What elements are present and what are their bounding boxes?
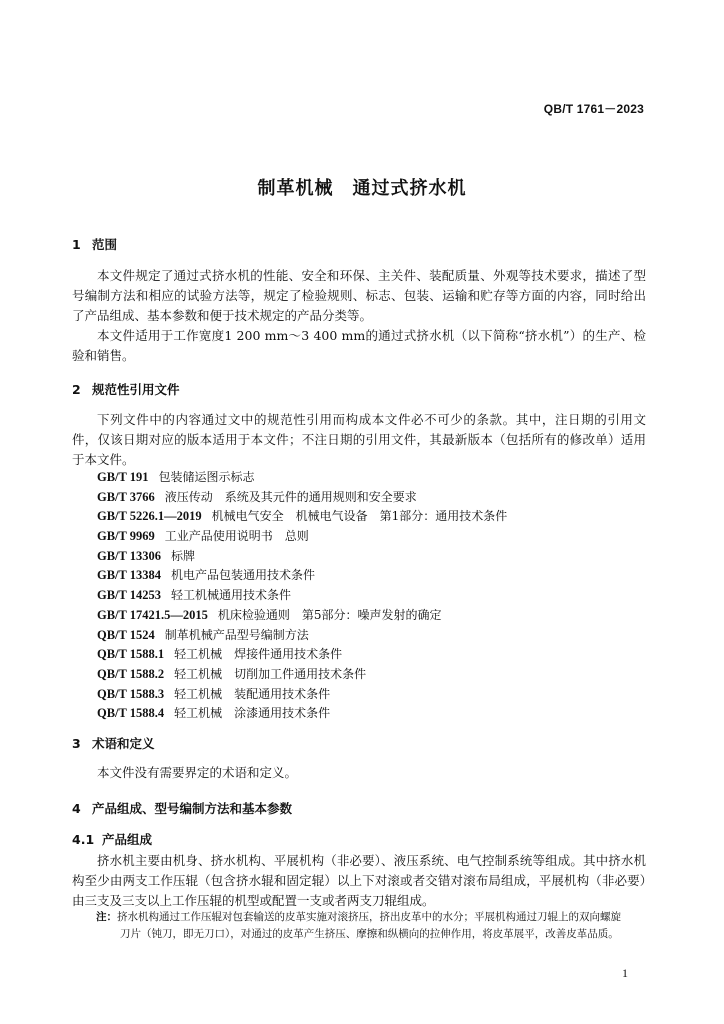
reference-title: 机械电气安全 机械电气设备 第1部分：通用技术条件 xyxy=(211,509,508,524)
reference-item xyxy=(97,468,617,488)
reference-code: QB/T 1588.2 xyxy=(97,666,165,681)
reference-title: 标牌 xyxy=(171,548,196,563)
reference-item xyxy=(97,586,617,606)
reference-item xyxy=(97,606,617,626)
reference-list xyxy=(97,468,617,724)
reference-code: GB/T 5226.1—2019 xyxy=(97,509,202,524)
reference-title: 工业产品使用说明书 总则 xyxy=(164,529,309,544)
reference-code: GB/T 14253 xyxy=(97,588,162,603)
reference-code: GB/T 13384 xyxy=(97,568,162,583)
reference-code: GB/T 17421.5—2015 xyxy=(97,607,208,622)
reference-title: 液压传动 系统及其元件的通用规则和安全要求 xyxy=(164,489,417,504)
section-3-heading xyxy=(72,734,155,752)
reference-code: GB/T 13306 xyxy=(97,548,162,563)
section-number: 2 xyxy=(72,382,81,397)
section-3-paragraph: 本文件没有需要界定的术语和定义。 xyxy=(97,765,298,780)
reference-code: GB/T 191 xyxy=(97,470,149,484)
reference-code: QB/T 1524 xyxy=(97,627,155,642)
reference-item xyxy=(97,665,617,685)
reference-code: QB/T 1588.1 xyxy=(97,647,165,662)
section-title: 产品组成 xyxy=(102,832,153,847)
note-label: 注： xyxy=(96,911,117,923)
reference-item xyxy=(97,645,617,665)
document-title: 制革机械 通过式挤水机 xyxy=(257,178,467,199)
reference-title: 机电产品包装通用技术条件 xyxy=(171,568,316,583)
reference-item xyxy=(97,527,617,547)
reference-item xyxy=(97,704,617,724)
reference-item xyxy=(97,566,617,586)
section-number: 4 xyxy=(72,801,81,816)
section-4-1-heading xyxy=(72,830,152,848)
reference-item xyxy=(97,507,617,527)
note-text-1: 挤水机构通过工作压辊对包套输送的皮革实施对滚挤压，挤出皮革中的水分；平展机构通过刀辊上的双向螺旋 xyxy=(117,911,621,923)
note xyxy=(96,909,646,943)
section-1-paragraph-1: 本文件规定了通过式挤水机的性能、安全和环保、主关件、装配质量、外观等技术要求，描述了型号编制方法和相应的试验方法等，规定了检验规则、标志、包装、运输和贮存等方面的内容，同时给出了产品组成、基本参数和便于技术规定的产品分类等。 xyxy=(72,268,646,323)
reference-title: 轻工机械 切削加工件通用技术条件 xyxy=(174,666,367,681)
reference-item xyxy=(97,685,617,705)
reference-title: 轻工机械通用技术条件 xyxy=(171,588,292,603)
reference-code: GB/T 3766 xyxy=(97,489,155,504)
reference-code: QB/T 1588.4 xyxy=(97,706,165,721)
reference-item xyxy=(97,547,617,567)
reference-title: 包装储运图示标志 xyxy=(158,470,255,484)
section-4-heading xyxy=(72,799,292,817)
section-1-paragraph-2: 本文件适用于工作宽度1 200 mm～3 400 mm的通过式挤水机（以下简称“挤水机”）的生产、检验和销售。 xyxy=(72,328,646,363)
reference-item xyxy=(97,626,617,646)
section-4-1-paragraph: 挤水机主要由机身、挤水机构、平展机构（非必要）、液压系统、电气控制系统等组成。其中挤水机构至少由两支工作压辊（包含挤水辊和固定辊）以上下对滚或者交错对滚布局组成，平展机构（非必要）由三支及三支以上工作压辊的机型或配置一支或者两支刀辊组成。 xyxy=(72,853,646,908)
section-2-paragraph: 下列文件中的内容通过文中的规范性引用而构成本文件必不可少的条款。其中，注日期的引用文件，仅该日期对应的版本适用于本文件；不注日期的引用文件，其最新版本（包括所有的修改单）适用于本文件。 xyxy=(72,412,646,467)
reference-title: 轻工机械 涂漆通用技术条件 xyxy=(174,706,331,721)
section-title: 规范性引用文件 xyxy=(92,382,180,397)
section-number: 4.1 xyxy=(72,832,95,847)
section-number: 3 xyxy=(72,736,81,751)
section-2-heading xyxy=(72,380,180,398)
section-number: 1 xyxy=(72,237,81,252)
reference-title: 轻工机械 焊接件通用技术条件 xyxy=(174,647,343,662)
section-title: 范围 xyxy=(92,237,118,252)
section-title: 术语和定义 xyxy=(92,736,155,751)
reference-item xyxy=(97,488,617,508)
standard-code: QB/T 1761－2023 xyxy=(543,102,644,116)
note-text-2: 刀片（钝刀，即无刀口），对通过的皮革产生挤压、摩擦和纵横向的拉伸作用，将皮革展平，改善皮革品质。 xyxy=(120,928,619,940)
section-title: 产品组成、型号编制方法和基本参数 xyxy=(92,801,293,816)
reference-title: 轻工机械 装配通用技术条件 xyxy=(174,686,331,701)
note-line-1 xyxy=(96,909,646,926)
reference-code: GB/T 9969 xyxy=(97,529,155,544)
page-number: 1 xyxy=(622,966,628,980)
section-1-heading xyxy=(72,235,117,253)
reference-title: 制革机械产品型号编制方法 xyxy=(164,627,309,642)
reference-title: 机床检验通则 第5部分：噪声发射的确定 xyxy=(217,607,442,622)
reference-code: QB/T 1588.3 xyxy=(97,686,165,701)
